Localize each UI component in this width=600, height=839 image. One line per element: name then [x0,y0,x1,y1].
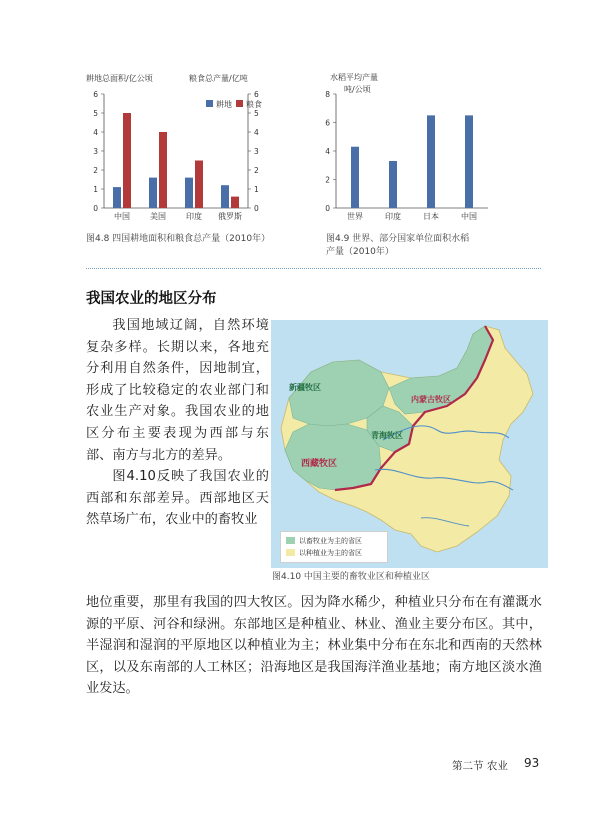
china-agriculture-map [271,320,548,568]
y-tick-label-left: 6 [93,90,98,99]
region-label-qinghai: 青海牧区 [371,431,403,440]
legend-swatch-pastoral [286,537,295,544]
bar-cropland [149,178,157,208]
bar-cropland [185,178,193,208]
x-tick-label: 日本 [423,212,439,221]
right-axis-title: 粮食总产量/亿吨 [189,74,248,83]
bar-rice-yield [465,115,473,208]
x-tick-label: 俄罗斯 [218,212,242,221]
bar-rice-yield [389,161,397,208]
page-number: 93 [524,756,540,770]
region-label-inner-mongolia: 内蒙古牧区 [411,395,451,404]
bar-grain [159,132,167,208]
legend-label-grain: 粮食 [246,100,262,109]
rice-yield-chart [318,68,508,228]
wrapped-text [86,315,269,531]
x-tick-label: 中国 [114,212,130,221]
figure-4-10-caption: 图4.10 中国主要的畜牧业区和种植业区 [272,572,430,582]
bars [113,113,239,208]
bar-cropland [221,185,229,208]
bar-grain [123,113,131,208]
left-axis-title: 耕地总面积/亿公顷 [86,74,153,83]
region-label-xinjiang: 新疆牧区 [289,383,321,392]
section-title: 我国农业的地区分布 [86,291,217,307]
y-tick-label-right: 3 [254,147,259,156]
y-tick-label-left: 5 [93,109,98,118]
bar-rice-yield [427,115,435,208]
y-tick-label-right: 6 [254,90,259,99]
y-tick-label: 8 [325,90,330,99]
legend-row-crop [286,548,362,558]
figure-4-8-caption: 图4.8 四国耕地面积和粮食总产量（2010年） [86,234,271,244]
y-tick-label-left: 4 [93,128,98,137]
legend-swatch-cropland [206,100,213,107]
bar-rice-yield [351,147,359,208]
x-tick-label: 印度 [186,212,202,221]
legend-swatch-grain [236,100,243,107]
legend-swatch-crop [286,549,295,556]
figure-4-9-caption [326,233,526,259]
footer-section-label: 第二节 农业 [452,760,508,772]
section-divider [86,268,541,269]
y-tick-label: 6 [325,118,330,128]
paragraph-continuation: 地位重要，那里有我国的四大牧区。因为降水稀少，种植业只分布在有灌溉水源的平原、河谷和绿洲。东部地区是种植业、林业、渔业主要分布区。其中，半湿润和湿润的平原地区以种植业为主；林业集中分布在东北和西南的天然林区，以及东南部的人工林区；沿海地区是我国海洋渔业基地；南方地区淡水渔业发达。 [86,595,542,697]
bar-grain [195,161,203,209]
y-tick-label-left: 3 [93,147,98,156]
y-tick-label-left: 1 [93,185,98,194]
paragraph-1: 我国地域辽阔，自然环境复杂多样。长期以来，各地充分利用自然条件，因地制宜，形成了比较稳定的农业部门和农业生产对象。我国农业的地区分布主要表现为西部与东部、南方与北方的差异。 [86,318,269,463]
bar-cropland [113,187,121,208]
tick-labels [325,90,477,221]
legend-label-cropland: 耕地 [216,100,232,109]
y-tick-label-right: 0 [254,204,259,213]
y-tick-label-right: 1 [254,185,259,194]
region-label-tibet: 西藏牧区 [301,459,338,469]
paragraph-2: 图4.10反映了我国农业的西部和东部差异。西部地区天然草场广布，农业中的畜牧业 [86,469,269,528]
y-tick-label-right: 5 [254,109,259,118]
y-tick-label: 2 [325,175,330,185]
axis-title-line2: 吨/公顷 [344,85,371,94]
legend [206,99,262,109]
axis-title-line1: 水稻平均产量 [330,73,378,82]
caption-line1: 图4.9 世界、部分国家单位面积水稻 [326,234,470,244]
y-tick-label-left: 0 [93,204,98,213]
x-tick-label: 美国 [150,212,166,221]
legend-text-crop: 以种植业为主的省区 [299,549,362,557]
y-tick-label: 4 [325,147,330,156]
x-tick-label: 中国 [461,212,477,221]
y-tick-label-right: 2 [254,166,259,175]
bar-grain [231,197,239,208]
cropland-grain-chart [86,68,276,228]
bars [351,115,473,208]
caption-line2: 产量（2010年） [326,247,394,257]
y-tick-label-right: 4 [254,128,259,137]
legend-row-pastoral [286,536,362,546]
legend-text-pastoral: 以畜牧业为主的省区 [299,537,362,545]
full-width-text [86,592,542,700]
x-tick-label: 印度 [385,212,401,221]
map-legend [280,531,388,563]
y-tick-label: 0 [325,204,330,213]
y-tick-label-left: 2 [93,166,98,175]
x-tick-label: 世界 [347,212,363,221]
